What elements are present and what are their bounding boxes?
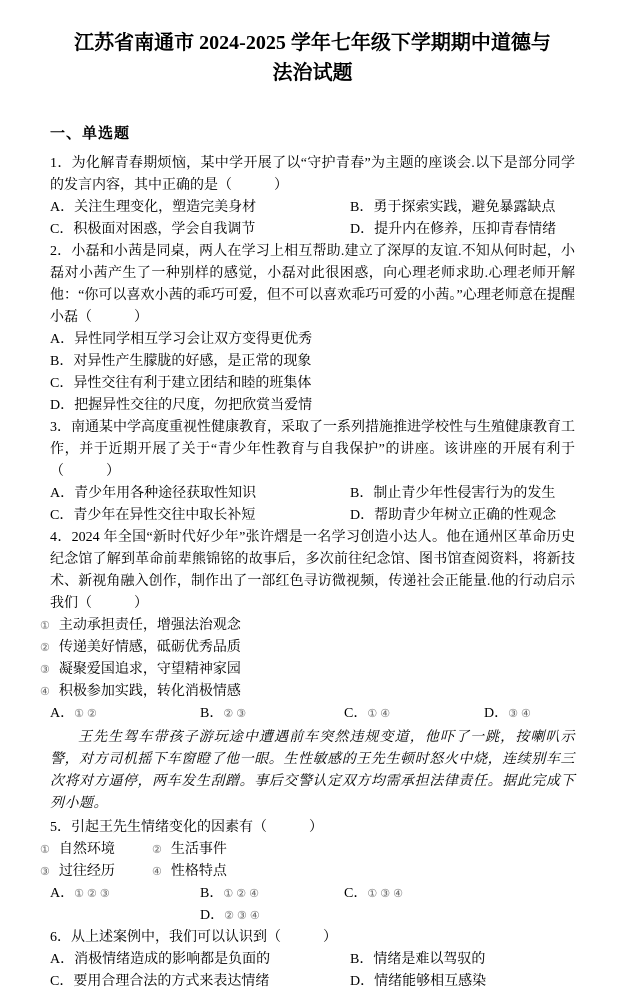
question-4-item-3 (40, 659, 575, 681)
question-4 (40, 527, 575, 725)
question-5-item-3: ③ 过往经历 (40, 864, 115, 879)
question-6-option-d: D．情绪能够相互感染 (350, 974, 487, 989)
scenario-paragraph: 王先生驾车带孩子游玩途中遭遇前车突然违规变道，他吓了一跳，按喇叭示警，对方司机摇下车窗瞪了他一眼。生性敏感的王先生顿时怒火中烧，连续别车三次将对方逼停，两车发生刮蹭。事后交警认定双方均需承担法律责任。据此完成下列小题。 (50, 730, 575, 811)
question-6-stem: 6．从上述案例中，我们可以认识到（ ） (50, 930, 337, 945)
question-5-options-row-1 (50, 883, 575, 905)
question-3 (50, 417, 575, 527)
question-4-item-4-text: 积极参加实践，转化消极情感 (58, 684, 241, 699)
question-2-options (50, 329, 575, 417)
question-4-item-2-text: 传递美好情感，砥砺优秀品质 (58, 640, 241, 655)
question-5-option-b: B．①②④ (200, 886, 262, 901)
question-5-options-row-2 (50, 905, 575, 927)
question-2-stem: 2．小磊和小茜是同桌，两人在学习上相互帮助.建立了深厚的友谊.不知从何时起，小磊对小茜产生了一种别样的感觉，小磊对此很困惑，向心理老师求助.心理老师开解他：“你可以喜欢小茜的乖巧可爱，但不可以喜欢乖巧可爱的小茜。”心理老师意在提醒小磊（ ） (50, 244, 575, 325)
question-4-item-3-text: 凝聚爱国追求，守望精神家园 (58, 662, 241, 677)
question-1-stem: 1．为化解青春期烦恼，某中学开展了以“守护青春”为主题的座谈会.以下是部分同学的发言内容，其中正确的是（ ） (50, 156, 575, 193)
question-6 (50, 927, 575, 993)
question-2-option-b: B．对异性产生朦胧的好感，是正常的现象 (50, 354, 312, 369)
question-1 (50, 153, 575, 241)
circled-4-icon: ④ (152, 866, 162, 878)
question-6-options (50, 949, 575, 993)
question-1-option-c: C．积极面对困惑，学会自我调节 (50, 222, 256, 237)
question-5 (40, 817, 575, 927)
question-6-option-a: A．消极情绪造成的影响都是负面的 (50, 952, 271, 967)
question-5-option-d: D．②③④ (200, 908, 263, 923)
question-2-option-c: C．异性交往有利于建立团结和睦的班集体 (50, 376, 312, 391)
question-6-option-b: B．情绪是难以驾驭的 (350, 952, 486, 967)
question-4-option-d: D．③④ (484, 706, 534, 721)
circled-1-icon: ① (40, 620, 50, 632)
question-4-option-a: A．①② (50, 706, 100, 721)
question-3-options (50, 483, 575, 527)
question-5-item-2: ② 生活事件 (152, 842, 227, 857)
question-2 (50, 241, 575, 417)
question-1-option-b: B．勇于探索实践，避免暴露缺点 (350, 200, 556, 215)
question-2-option-a: A．异性同学相互学习会让双方变得更优秀 (50, 332, 313, 347)
circled-3-icon: ③ (40, 664, 50, 676)
question-3-option-b: B．制止青少年性侵害行为的发生 (350, 486, 556, 501)
question-2-option-d: D．把握异性交往的尺度，勿把欣赏当爱情 (50, 398, 313, 413)
exam-title: 江苏省南通市 2024-2025 学年七年级下学期期中道德与法治试题 (74, 32, 551, 84)
question-6-option-c: C．要用合理合法的方式来表达情绪 (50, 974, 270, 989)
question-5-items-row-1 (40, 839, 575, 861)
section-heading: 一、单选题 (50, 126, 131, 142)
question-1-option-d: D．提升内在修养，压抑青春情绪 (350, 222, 557, 237)
question-3-stem: 3．南通某中学高度重视性健康教育，采取了一系列措施推进学校性与生殖健康教育工作，并于近期开展了关于“青少年性教育与自我保护”的讲座。该讲座的开展有利于（ ） (50, 420, 575, 479)
question-5-item-1: ① 自然环境 (40, 842, 115, 857)
question-5-stem: 5．引起王先生情绪变化的因素有（ ） (50, 820, 323, 835)
circled-1-icon: ① (40, 844, 50, 856)
question-3-option-a: A．青少年用各种途径获取性知识 (50, 486, 257, 501)
question-4-item-1 (40, 615, 575, 637)
question-4-item-2 (40, 637, 575, 659)
question-4-stem: 4．2024 年全国“新时代好少年”张许熠是一名学习创造小达人。他在通州区革命历史纪念馆了解到革命前辈熊锦铭的故事后，多次前往纪念馆、图书馆查阅资料，将新技术、新视角融入创作，制作出了一部红色寻访微视频，传递社会正能量.他的行动启示我们（ ） (50, 530, 575, 611)
question-1-option-a: A．关注生理变化，塑造完美身材 (50, 200, 257, 215)
circled-2-icon: ② (152, 844, 162, 856)
question-3-option-c: C．青少年在异性交往中取长补短 (50, 508, 256, 523)
question-4-item-4 (40, 681, 575, 703)
question-4-option-c: C．①④ (344, 706, 394, 721)
circled-4-icon: ④ (40, 686, 50, 698)
question-3-option-d: D．帮助青少年树立正确的性观念 (350, 508, 557, 523)
question-5-option-a: A．①②③ (50, 886, 113, 901)
question-5-option-c: C．①③④ (344, 886, 406, 901)
circled-2-icon: ② (40, 642, 50, 654)
question-4-item-1-text: 主动承担责任，增强法治观念 (58, 618, 241, 633)
question-5-item-4: ④ 性格特点 (152, 864, 227, 879)
question-5-items-row-2 (40, 861, 575, 883)
question-4-options (50, 703, 575, 725)
question-1-options (50, 197, 575, 241)
circled-3-icon: ③ (40, 866, 50, 878)
question-4-option-b: B．②③ (200, 706, 250, 721)
